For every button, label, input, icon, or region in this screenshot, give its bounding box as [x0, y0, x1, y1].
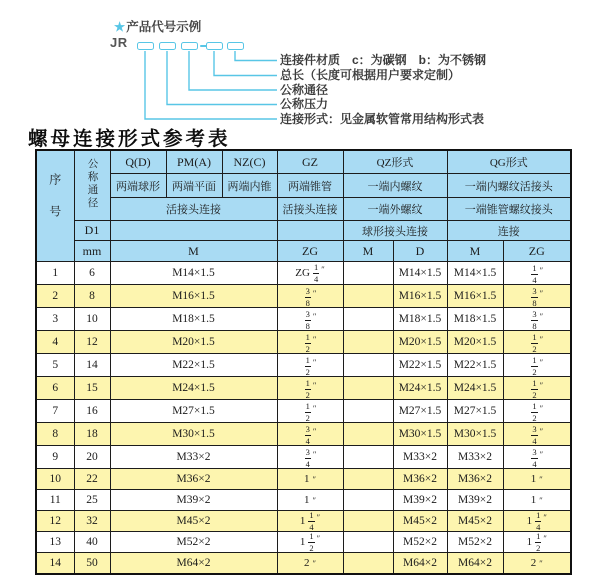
diagram-heading-text: 产品代号示例 [126, 20, 202, 34]
header-union-connection: 活接头连接 [110, 198, 277, 221]
gz-zg-cell: $\frac{1}{2}$ ″ [277, 400, 343, 423]
qg-m-cell: M33×2 [447, 446, 503, 469]
header-m-label: M [110, 241, 277, 262]
dn-cell: 12 [74, 331, 110, 354]
seq-cell: 5 [36, 354, 74, 377]
qz-m-cell [343, 553, 393, 575]
qg-zg-cell: 1 $\frac{1}{2}$ ″ [503, 532, 571, 553]
dn-cell: 8 [74, 285, 110, 308]
table-row [36, 511, 571, 532]
qg-zg-cell: $\frac{1}{2}$ ″ [503, 400, 571, 423]
code-box-3 [181, 42, 198, 50]
qg-zg-cell: 1 $\frac{1}{4}$ ″ [503, 511, 571, 532]
code-prefix: JR [110, 35, 128, 50]
qg-zg-cell: $\frac{3}{4}$ ″ [503, 446, 571, 469]
gz-zg-cell: $\frac{3}{4}$ ″ [277, 423, 343, 446]
header-qz-row4: 球形接头连接 [343, 221, 447, 241]
qg-m-cell: M64×2 [447, 553, 503, 575]
header-gz-sub: 两端锥管 [277, 174, 343, 198]
qg-m-cell: M24×1.5 [447, 377, 503, 400]
qg-m-cell: M30×1.5 [447, 423, 503, 446]
table-row [36, 469, 571, 490]
qg-m-cell: M14×1.5 [447, 262, 503, 285]
qz-d-cell: M22×1.5 [393, 354, 447, 377]
qz-m-cell [343, 446, 393, 469]
seq-cell: 2 [36, 285, 74, 308]
nut-connection-table [35, 149, 572, 575]
header-qg-zg: ZG [503, 241, 571, 262]
header-empty-gz [277, 221, 343, 241]
qz-d-cell: M39×2 [393, 490, 447, 511]
dn-cell: 15 [74, 377, 110, 400]
seq-cell: 11 [36, 490, 74, 511]
gz-zg-cell: $\frac{1}{2}$ ″ [277, 377, 343, 400]
header-col-gz: GZ [277, 150, 343, 174]
qz-m-cell [343, 400, 393, 423]
gz-zg-cell: $\frac{3}{8}$ ″ [277, 285, 343, 308]
qg-m-cell: M45×2 [447, 511, 503, 532]
table-row [36, 354, 571, 377]
table-row [36, 553, 571, 575]
header-seq: 序号 [36, 150, 74, 262]
header-pm-sub: 两端平面 [166, 174, 222, 198]
qg-m-cell: M20×1.5 [447, 331, 503, 354]
star-icon: ★ [114, 20, 126, 34]
dn-cell: 32 [74, 511, 110, 532]
header-q-sub: 两端球形 [110, 174, 166, 198]
qz-m-cell [343, 490, 393, 511]
seq-cell: 8 [36, 423, 74, 446]
qg-zg-cell: 1 ″ [503, 490, 571, 511]
header-qz-d: D [393, 241, 447, 262]
qz-d-cell: M64×2 [393, 553, 447, 575]
table-row [36, 308, 571, 331]
qz-m-cell [343, 511, 393, 532]
seq-cell: 6 [36, 377, 74, 400]
qz-d-cell: M24×1.5 [393, 377, 447, 400]
qz-m-cell [343, 469, 393, 490]
qz-d-cell: M20×1.5 [393, 331, 447, 354]
qz-m-cell [343, 262, 393, 285]
m-thread-cell: M24×1.5 [110, 377, 277, 400]
qg-m-cell: M52×2 [447, 532, 503, 553]
dn-cell: 50 [74, 553, 110, 575]
dn-cell: 25 [74, 490, 110, 511]
header-empty-m [110, 221, 277, 241]
dn-cell: 20 [74, 446, 110, 469]
table-header [36, 150, 571, 262]
m-thread-cell: M52×2 [110, 532, 277, 553]
header-qz-m: M [343, 241, 393, 262]
gz-zg-cell: 1 $\frac{1}{2}$ ″ [277, 532, 343, 553]
dn-cell: 18 [74, 423, 110, 446]
seq-cell: 1 [36, 262, 74, 285]
qz-d-cell: M52×2 [393, 532, 447, 553]
table-title: 螺母连接形式参考表 [28, 127, 231, 150]
header-zg-label: ZG [277, 241, 343, 262]
table-row [36, 490, 571, 511]
dn-cell: 14 [74, 354, 110, 377]
diagram-label-material: 连接件材质 c：为碳钢 b：为不锈钢 [280, 53, 487, 67]
qg-zg-cell: 2 ″ [503, 553, 571, 575]
seq-cell: 3 [36, 308, 74, 331]
table-row [36, 532, 571, 553]
header-col-q: Q(D) [110, 150, 166, 174]
m-thread-cell: M39×2 [110, 490, 277, 511]
diagram-heading [114, 17, 201, 35]
qg-zg-cell: $\frac{1}{2}$ ″ [503, 354, 571, 377]
qz-m-cell [343, 354, 393, 377]
qz-d-cell: M27×1.5 [393, 400, 447, 423]
table-row [36, 423, 571, 446]
seq-cell: 13 [36, 532, 74, 553]
gz-zg-cell: 1 $\frac{1}{4}$ ″ [277, 511, 343, 532]
header-qg-row3: 一端锥管螺纹接头 [447, 198, 571, 221]
diagram-label-pressure: 公称压力 [280, 97, 329, 111]
m-thread-cell: M18×1.5 [110, 308, 277, 331]
header-qg-row2: 一端内螺纹活接头 [447, 174, 571, 198]
qg-zg-cell: $\frac{3}{4}$ ″ [503, 423, 571, 446]
qz-d-cell: M14×1.5 [393, 262, 447, 285]
table-row [36, 446, 571, 469]
m-thread-cell: M22×1.5 [110, 354, 277, 377]
seq-cell: 7 [36, 400, 74, 423]
dn-cell: 16 [74, 400, 110, 423]
table-body [36, 262, 571, 575]
qg-zg-cell: $\frac{1}{2}$ ″ [503, 331, 571, 354]
seq-cell: 14 [36, 553, 74, 575]
m-thread-cell: M64×2 [110, 553, 277, 575]
gz-zg-cell: ZG $\frac{1}{4}$ ″ [277, 262, 343, 285]
gz-zg-cell: $\frac{3}{8}$ ″ [277, 308, 343, 331]
qz-d-cell: M45×2 [393, 511, 447, 532]
code-box-4 [206, 42, 223, 50]
header-qz-row3: 一端外螺纹 [343, 198, 447, 221]
table-row [36, 400, 571, 423]
dn-cell: 22 [74, 469, 110, 490]
code-box-5 [227, 42, 244, 50]
code-box-1 [137, 42, 154, 50]
qz-d-cell: M18×1.5 [393, 308, 447, 331]
qz-d-cell: M30×1.5 [393, 423, 447, 446]
qg-m-cell: M16×1.5 [447, 285, 503, 308]
qz-d-cell: M16×1.5 [393, 285, 447, 308]
m-thread-cell: M45×2 [110, 511, 277, 532]
table-row [36, 331, 571, 354]
qz-m-cell [343, 285, 393, 308]
gz-zg-cell: $\frac{1}{2}$ ″ [277, 331, 343, 354]
m-thread-cell: M27×1.5 [110, 400, 277, 423]
seq-cell: 10 [36, 469, 74, 490]
m-thread-cell: M30×1.5 [110, 423, 277, 446]
qg-zg-cell: $\frac{3}{8}$ ″ [503, 308, 571, 331]
qz-m-cell [343, 331, 393, 354]
diagram-label-diameter: 公称通径 [280, 82, 329, 97]
header-dn: 公称通径 [74, 150, 110, 221]
code-box-2 [159, 42, 176, 50]
gz-zg-cell: $\frac{3}{4}$ ″ [277, 446, 343, 469]
header-col-pm: PM(A) [166, 150, 222, 174]
product-code-diagram [0, 0, 600, 132]
qz-d-cell: M36×2 [393, 469, 447, 490]
qg-zg-cell: $\frac{1}{2}$ ″ [503, 377, 571, 400]
dn-cell: 40 [74, 532, 110, 553]
qg-m-cell: M18×1.5 [447, 308, 503, 331]
qz-m-cell [343, 308, 393, 331]
header-qz-row2: 一端内螺纹 [343, 174, 447, 198]
seq-cell: 4 [36, 331, 74, 354]
seq-cell: 9 [36, 446, 74, 469]
seq-cell: 12 [36, 511, 74, 532]
qg-m-cell: M27×1.5 [447, 400, 503, 423]
header-nz-sub: 两端内锥 [222, 174, 277, 198]
header-qg-title: QG形式 [447, 150, 571, 174]
gz-zg-cell: 2 ″ [277, 553, 343, 575]
m-thread-cell: M36×2 [110, 469, 277, 490]
qz-m-cell [343, 423, 393, 446]
qg-m-cell: M36×2 [447, 469, 503, 490]
header-col-nz: NZ(C) [222, 150, 277, 174]
qg-zg-cell: 1 ″ [503, 469, 571, 490]
qz-m-cell [343, 532, 393, 553]
qz-d-cell: M33×2 [393, 446, 447, 469]
qg-m-cell: M22×1.5 [447, 354, 503, 377]
header-mm: mm [74, 241, 110, 262]
m-thread-cell: M33×2 [110, 446, 277, 469]
m-thread-cell: M20×1.5 [110, 331, 277, 354]
header-gz-union: 活接头连接 [277, 198, 343, 221]
table-row [36, 285, 571, 308]
qg-zg-cell: $\frac{1}{4}$ ″ [503, 262, 571, 285]
header-qg-m: M [447, 241, 503, 262]
diagram-label-length: 总长（长度可根据用户要求定制） [280, 68, 461, 82]
gz-zg-cell: $\frac{1}{2}$ ″ [277, 354, 343, 377]
m-thread-cell: M14×1.5 [110, 262, 277, 285]
header-qg-row4: 连接 [447, 221, 571, 241]
diagram-label-connection: 连接形式：见金属软管常用结构形式表 [280, 111, 485, 126]
qg-m-cell: M39×2 [447, 490, 503, 511]
gz-zg-cell: 1 ″ [277, 469, 343, 490]
dn-cell: 6 [74, 262, 110, 285]
header-d1: D1 [74, 221, 110, 241]
header-qz-title: QZ形式 [343, 150, 447, 174]
dn-cell: 10 [74, 308, 110, 331]
gz-zg-cell: 1 ″ [277, 490, 343, 511]
table-row [36, 262, 571, 285]
qz-m-cell [343, 377, 393, 400]
qg-zg-cell: $\frac{3}{8}$ ″ [503, 285, 571, 308]
table-row [36, 377, 571, 400]
m-thread-cell: M16×1.5 [110, 285, 277, 308]
